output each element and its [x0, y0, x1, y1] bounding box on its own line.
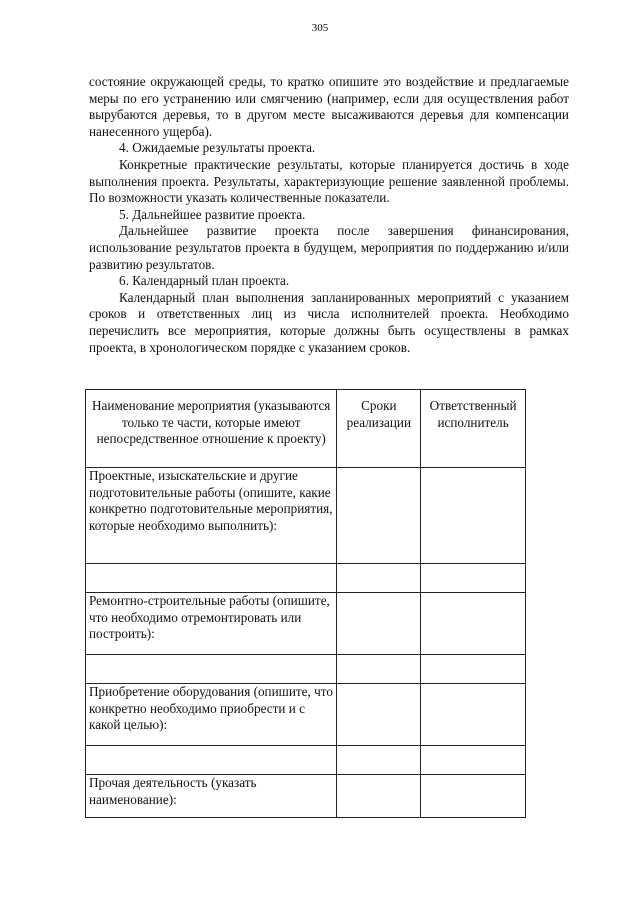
cell-activity-entry[interactable] [86, 655, 337, 684]
cell-responsible[interactable] [421, 684, 526, 746]
cell-responsible[interactable] [421, 746, 526, 775]
table-row [86, 655, 526, 684]
row-equipment-purchase[interactable]: Приобретение оборудования (опишите, что конкретно необходимо приобрести и с какой целью): [86, 684, 337, 746]
cell-responsible[interactable] [421, 593, 526, 655]
body-text [89, 74, 569, 356]
table-row [86, 684, 526, 746]
page-number: 305 [311, 22, 329, 34]
paragraph-further-development: Дальнейшее развитие проекта после завершения финансирования, использование результатов проекта в будущем, мероприятия по поддержанию и/или развитию результатов. [89, 223, 569, 272]
row-other-activities[interactable]: Прочая деятельность (указать наименование): [86, 775, 337, 818]
cell-deadline[interactable] [337, 684, 421, 746]
table-row [86, 775, 526, 818]
header-deadlines: Сроки реализации [337, 390, 421, 468]
cell-deadline[interactable] [337, 655, 421, 684]
cell-deadline[interactable] [337, 775, 421, 818]
heading-further-development: 5. Дальнейшее развитие проекта. [119, 206, 306, 222]
paragraph-calendar-plan: Календарный план выполнения запланированных мероприятий с указанием сроков и ответственных лиц из числа исполнителей проекта. Необходимо перечислить все мероприятия, которые должны быть осуществлены в рамках проекта, в хронологическом порядке с указанием сроков. [89, 289, 569, 355]
header-responsible: Ответственный исполнитель [421, 390, 526, 468]
cell-activity-entry[interactable] [86, 564, 337, 593]
row-preparatory-works[interactable]: Проектные, изыскательские и другие подготовительные работы (опишите, какие конкретно подготовительные мероприятия, которые необходимо выполнить): [86, 468, 337, 564]
cell-responsible[interactable] [421, 775, 526, 818]
heading-expected-results: 4. Ожидаемые результаты проекта. [119, 140, 316, 156]
paragraph-expected-results: Конкретные практические результаты, которые планируется достичь в ходе выполнения проекта. Результаты, характеризующие решение заявленной проблемы. По возможности указать количественные показатели. [89, 156, 569, 206]
table-row [86, 564, 526, 593]
cell-deadline[interactable] [337, 564, 421, 593]
calendar-plan-table [85, 389, 526, 818]
cell-deadline[interactable] [337, 468, 421, 564]
cell-activity-entry[interactable] [86, 746, 337, 775]
table-row [86, 593, 526, 655]
cell-deadline[interactable] [337, 746, 421, 775]
row-construction-works[interactable]: Ремонтно-строительные работы (опишите, что необходимо отремонтировать или построить): [86, 593, 337, 655]
cell-deadline[interactable] [337, 593, 421, 655]
table-header-row [86, 390, 526, 468]
cell-responsible[interactable] [421, 655, 526, 684]
paragraph-environment: состояние окружающей среды, то кратко опишите это воздействие и предлагаемые меры по его устранению или смягчению (например, если для осуществления работ вырубаются деревья, то в другом месте высаживаются деревья для компенсации нанесенного ущерба). [89, 74, 569, 139]
table-row [86, 468, 526, 564]
header-activity-name: Наименование мероприятия (указываются только те части, которые имеют непосредственное отношение к проекту) [86, 390, 337, 468]
heading-calendar-plan: 6. Календарный план проекта. [119, 273, 290, 289]
cell-responsible[interactable] [421, 564, 526, 593]
table-row [86, 746, 526, 775]
cell-responsible[interactable] [421, 468, 526, 564]
